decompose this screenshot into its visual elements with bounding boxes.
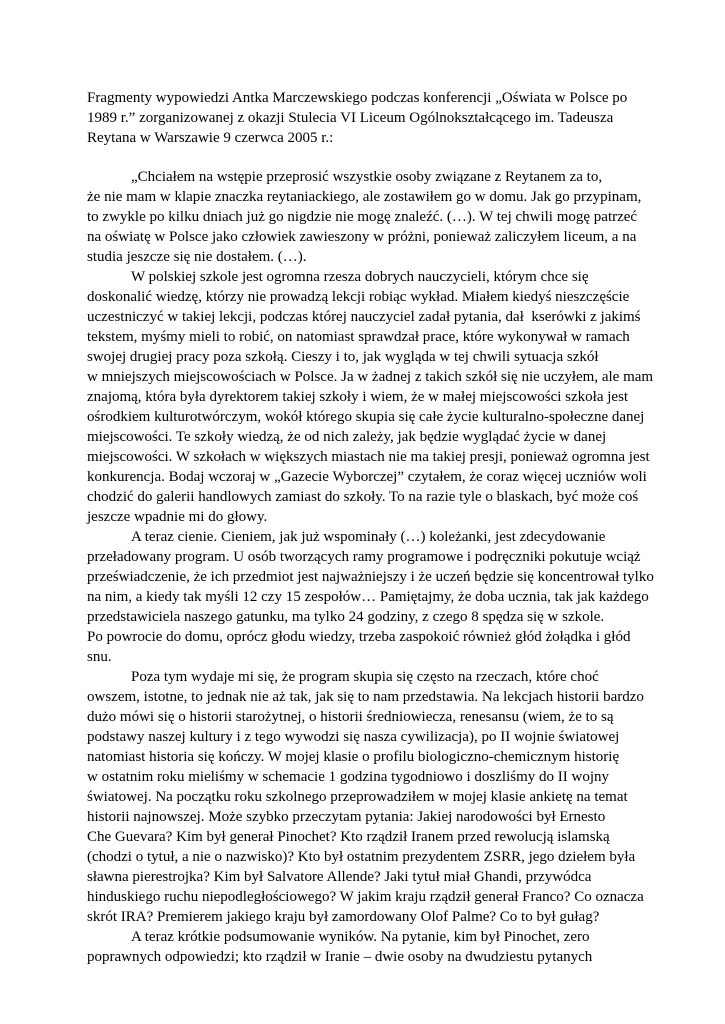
body-line: ośrodkiem kulturotwórczym, wokół którego skupia się całe życie kulturalno-społeczne danej bbox=[87, 409, 645, 425]
body-line: jeszcze wpadnie mi do głowy. bbox=[87, 509, 268, 525]
body-line: A teraz krótkie podsumowanie wyników. Na pytanie, kim był Pinochet, zero bbox=[131, 929, 590, 945]
body-line: że nie mam w klapie znaczka reytaniackiego, ale zostawiłem go w domu. Jak go przypinam, bbox=[87, 189, 642, 205]
body-line: studia jeszcze się nie dostałem. (…). bbox=[87, 249, 307, 265]
body-line: skrót IRA? Premierem jakiego kraju był zamordowany Olof Palme? Co to był gułag? bbox=[87, 909, 600, 925]
header-line: Reytana w Warszawie 9 czerwca 2005 r.: bbox=[87, 130, 334, 146]
body-line: owszem, istotne, to jednak nie aż tak, jak się to nam przedstawia. Na lekcjach historii bardzo bbox=[87, 689, 644, 705]
body-line: tekstem, myśmy mieli to robić, on natomiast sprawdzał prace, które wykonywał w ramach bbox=[87, 329, 630, 345]
body-line: „Chciałem na wstępie przeprosić wszystkie osoby związane z Reytanem za to, bbox=[131, 169, 603, 185]
body-line: przeładowany program. U osób tworzących ramy programowe i podręczniki pokutuje wciąż bbox=[87, 549, 641, 565]
body-line: to zwykle po kilku dniach już go nigdzie nie mogę znaleźć. (…). W tej chwili mogę patrzeć bbox=[87, 209, 638, 225]
body-line: w mniejszych miejscowościach w Polsce. Ja w żadnej z takich szkół się nie uczyłem, ale mam bbox=[87, 369, 654, 385]
body-line: natomiast historia się kończy. W mojej klasie o profilu biologiczno-chemicznym historię bbox=[87, 749, 620, 765]
body-line: historii najnowszej. Może szybko przeczytam pytania: Jakiej narodowości był Ernesto bbox=[87, 809, 606, 825]
body-line: konkurencja. Bodaj wczoraj w „Gazecie Wyborczej” czytałem, że coraz więcej uczniów woli bbox=[87, 469, 647, 485]
body-line: W polskiej szkole jest ogromna rzesza dobrych nauczycieli, którym chce się bbox=[131, 269, 589, 285]
body-line: poprawnych odpowiedzi; kto rządził w Iranie – dwie osoby na dwudziestu pytanych bbox=[87, 949, 593, 965]
body-line: (chodzi o tytuł, a nie o nazwisko)? Kto był ostatnim prezydentem ZSRR, jego dziełem była bbox=[87, 849, 636, 865]
header-line: 1989 r.” zorganizowanej z okazji Stulecia VI Liceum Ogólnokształcącego im. Tadeusza bbox=[87, 110, 614, 126]
body-line: w ostatnim roku mieliśmy w schemacie 1 godzina tygodniowo i doszliśmy do II wojny bbox=[87, 769, 610, 785]
body-line: przedstawiciela naszego gatunku, ma tylko 24 godziny, z czego 8 spędza się w szkole. bbox=[87, 609, 605, 625]
body-line: uczestniczyć w takiej lekcji, podczas której nauczyciel zadał pytania, dał kserówki z jakimś bbox=[87, 309, 641, 325]
body-line: Po powrocie do domu, oprócz głodu wiedzy, trzeba zaspokoić również głód żołądka i głód bbox=[87, 629, 631, 645]
body-line: hinduskiego ruchu niepodległościowego? W jakim kraju rządził generał Franco? Co oznacza bbox=[87, 889, 644, 905]
body-line: przeświadczenie, że ich przedmiot jest najważniejszy i że uczeń będzie się koncentrował tylko bbox=[87, 569, 654, 585]
body-line: na nim, a kiedy tak myśli 12 czy 15 zespołów… Pamiętajmy, że doba ucznia, tak jak każdego bbox=[87, 589, 649, 605]
body-line: snu. bbox=[87, 649, 112, 665]
body-line: Che Guevara? Kim był generał Pinochet? Kto rządził Iranem przed rewolucją islamską bbox=[87, 829, 610, 845]
body-line: sławna pierestrojka? Kim był Salvatore Allende? Jaki tytuł miał Ghandi, przywódca bbox=[87, 869, 592, 885]
body-line: znajomą, która była dyrektorem takiej szkoły i wiem, że w małej miejscowości szkoła jest bbox=[87, 389, 629, 405]
body-line: A teraz cienie. Cieniem, jak już wspominały (…) koleżanki, jest zdecydowanie bbox=[131, 529, 606, 545]
header-line: Fragmenty wypowiedzi Antka Marczewskiego podczas konferencji „Oświata w Polsce po bbox=[87, 90, 628, 106]
body-line: dużo mówi się o historii starożytnej, o historii średniowiecza, renesansu (wiem, że to są bbox=[87, 709, 614, 725]
body-line: na oświatę w Polsce jako człowiek zawieszony w próżni, ponieważ zaliczyłem liceum, a na bbox=[87, 229, 637, 245]
body-line: doskonalić wiedzę, którzy nie prowadzą lekcji robiąc wykład. Miałem kiedyś nieszczęście bbox=[87, 289, 630, 305]
body-line: swojej drugiej pracy poza szkołą. Cieszy i to, jak wygląda w tej chwili sytuacja szkół bbox=[87, 349, 599, 365]
body-line: światowej. Na początku roku szkolnego przeprowadziłem w mojej klasie ankietę na temat bbox=[87, 789, 628, 805]
body-line: chodzić do galerii handlowych zamiast do szkoły. To na razie tyle o blaskach, być może coś bbox=[87, 489, 639, 505]
body-line: miejscowości. W szkołach w większych miastach nie ma takiej presji, ponieważ ogromna jest bbox=[87, 449, 650, 465]
body-line: Poza tym wydaje mi się, że program skupia się często na rzeczach, które choć bbox=[131, 669, 599, 685]
body-line: miejscowości. Te szkoły wiedzą, że od nich zależy, jak będzie wyglądać życie w danej bbox=[87, 429, 607, 445]
body-line: podstawy naszej kultury i z tego wywodzi się nasza cywilizacja), po II wojnie światowej bbox=[87, 729, 620, 745]
